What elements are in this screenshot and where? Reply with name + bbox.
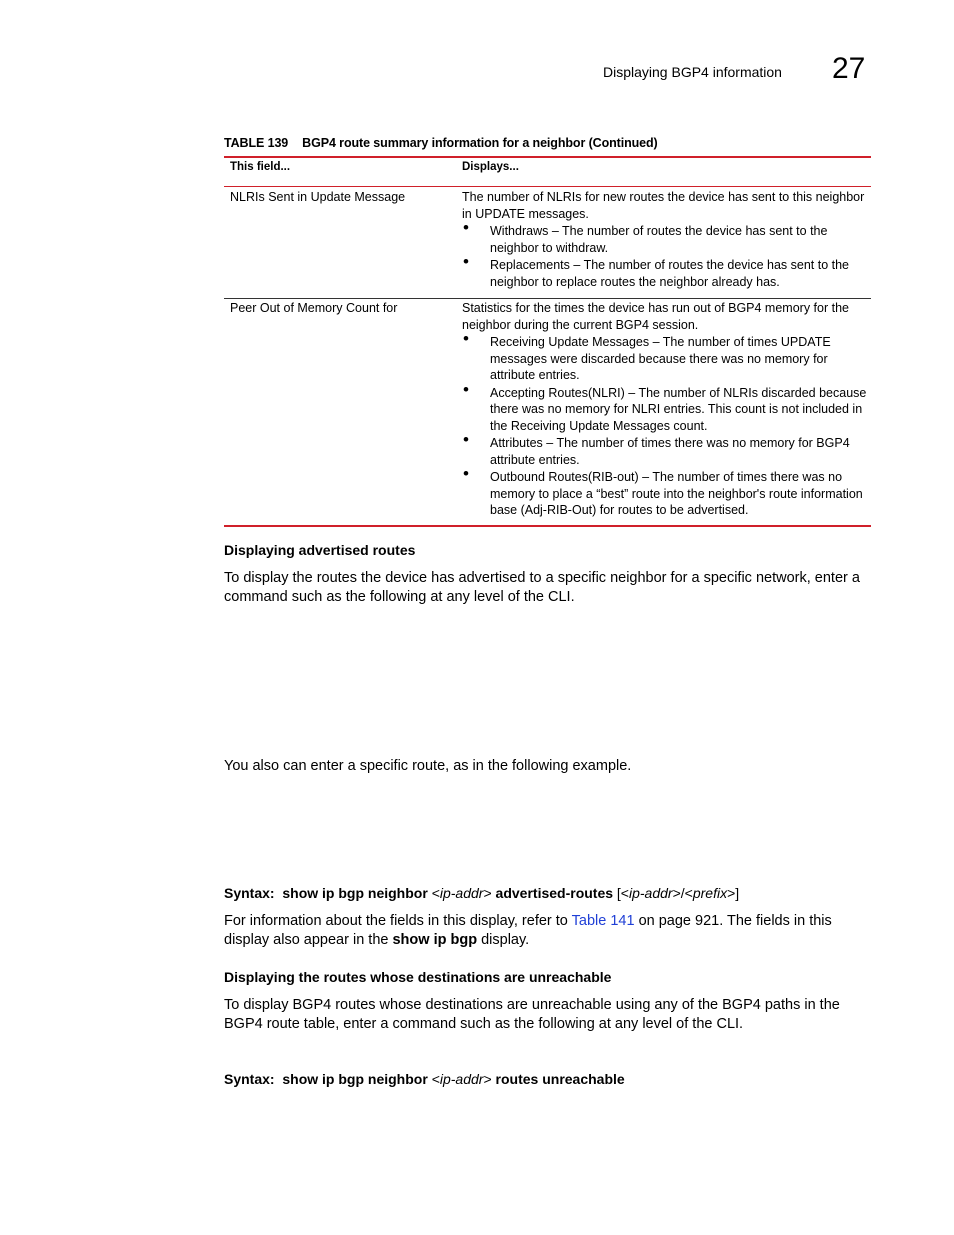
syntax-routes-unreachable: Syntax: show ip bgp neighbor <ip-addr> routes unreachable <box>224 1071 625 1087</box>
syntax-label: Syntax: <box>224 885 275 901</box>
paragraph-field-reference <box>224 912 874 949</box>
reference-text: For information about the fields in this display, refer to <box>224 913 568 929</box>
column-header-displays: Displays... <box>462 161 519 173</box>
table-row-divider <box>224 298 871 299</box>
table-row-1-field: NLRIs Sent in Update Message <box>230 190 406 204</box>
reference-text: display. <box>481 931 530 948</box>
inline-command: show ip bgp <box>392 931 478 948</box>
chapter-number: 27 <box>832 52 866 85</box>
syntax-command: show ip bgp neighbor <box>282 1071 428 1087</box>
table-bottom-rule <box>224 525 871 527</box>
table-row-1-displays <box>462 189 867 290</box>
running-header-title: Displaying BGP4 information <box>603 64 782 80</box>
table-row-2-displays <box>462 300 867 519</box>
reference-text: on page 921. The fields in this display also appear in the <box>224 913 832 948</box>
section-heading-advertised-routes: Displaying advertised routes <box>224 542 416 558</box>
list-item: • Attributes – The number of times there was no memory for BGP4 attribute entries. <box>462 435 867 468</box>
list-item: • Accepting Routes(NLRI) – The number of NLRIs discarded because there was no memory for NLRI entries. This count is not included in the Receiving Update Messages count. <box>462 385 867 435</box>
column-header-field: This field... <box>230 161 291 173</box>
table-header-rule <box>224 186 871 187</box>
table-caption <box>224 136 658 150</box>
list-item: • Replacements – The number of routes the device has sent to the neighbor to replace routes the neighbor already has. <box>462 257 867 290</box>
syntax-argument: ip-addr <box>439 1071 484 1087</box>
table-row-1-intro: The number of NLRIs for new routes the device has sent to this neighbor in UPDATE messages. <box>462 190 865 221</box>
table-caption-number: TABLE 139 <box>224 136 289 150</box>
syntax-argument: ip-addr <box>629 885 673 901</box>
syntax-advertised-routes: Syntax: show ip bgp neighbor <ip-addr> advertised-routes [<ip-addr>/<prefix>] <box>224 885 740 901</box>
list-item: • Receiving Update Messages – The number of times UPDATE messages were discarded because there was no memory for attribute entries. <box>462 334 867 384</box>
syntax-command: show ip bgp neighbor <box>282 885 428 901</box>
table-row-2-bullets <box>462 334 867 519</box>
list-item: • Outbound Routes(RIB-out) – The number of times there was no memory to place a “best” route into the neighbor's route information base (Adj-RIB-Out) for routes to be advertised. <box>462 469 867 519</box>
syntax-command: advertised-routes <box>495 885 614 901</box>
table-row-1-bullets <box>462 223 867 290</box>
paragraph-advertised-intro: To display the routes the device has advertised to a specific neighbor for a specific network, enter a command such as the following at any level of the CLI. <box>224 570 860 605</box>
list-item: • Withdraws – The number of routes the device has sent to the neighbor to withdraw. <box>462 223 867 256</box>
syntax-argument: prefix <box>692 885 728 901</box>
syntax-command: routes unreachable <box>495 1071 625 1087</box>
syntax-argument: ip-addr <box>439 885 484 901</box>
paragraph-unreachable-intro: To display BGP4 routes whose destinations are unreachable using any of the BGP4 paths in the BGP4 route table, enter a command such as the following at any level of the CLI. <box>224 997 840 1032</box>
paragraph-specific-route: You also can enter a specific route, as in the following example. <box>224 758 632 774</box>
syntax-label: Syntax: <box>224 1071 275 1087</box>
table-caption-title: BGP4 route summary information for a neighbor (Continued) <box>302 136 658 150</box>
table-row-2-intro: Statistics for the times the device has run out of BGP4 memory for the neighbor during the current BGP4 session. <box>462 301 849 332</box>
section-heading-unreachable-routes: Displaying the routes whose destinations are unreachable <box>224 969 612 985</box>
table-top-rule <box>224 156 871 158</box>
table-row-2-field: Peer Out of Memory Count for <box>230 301 398 315</box>
table-141-link[interactable]: Table 141 <box>571 913 635 929</box>
